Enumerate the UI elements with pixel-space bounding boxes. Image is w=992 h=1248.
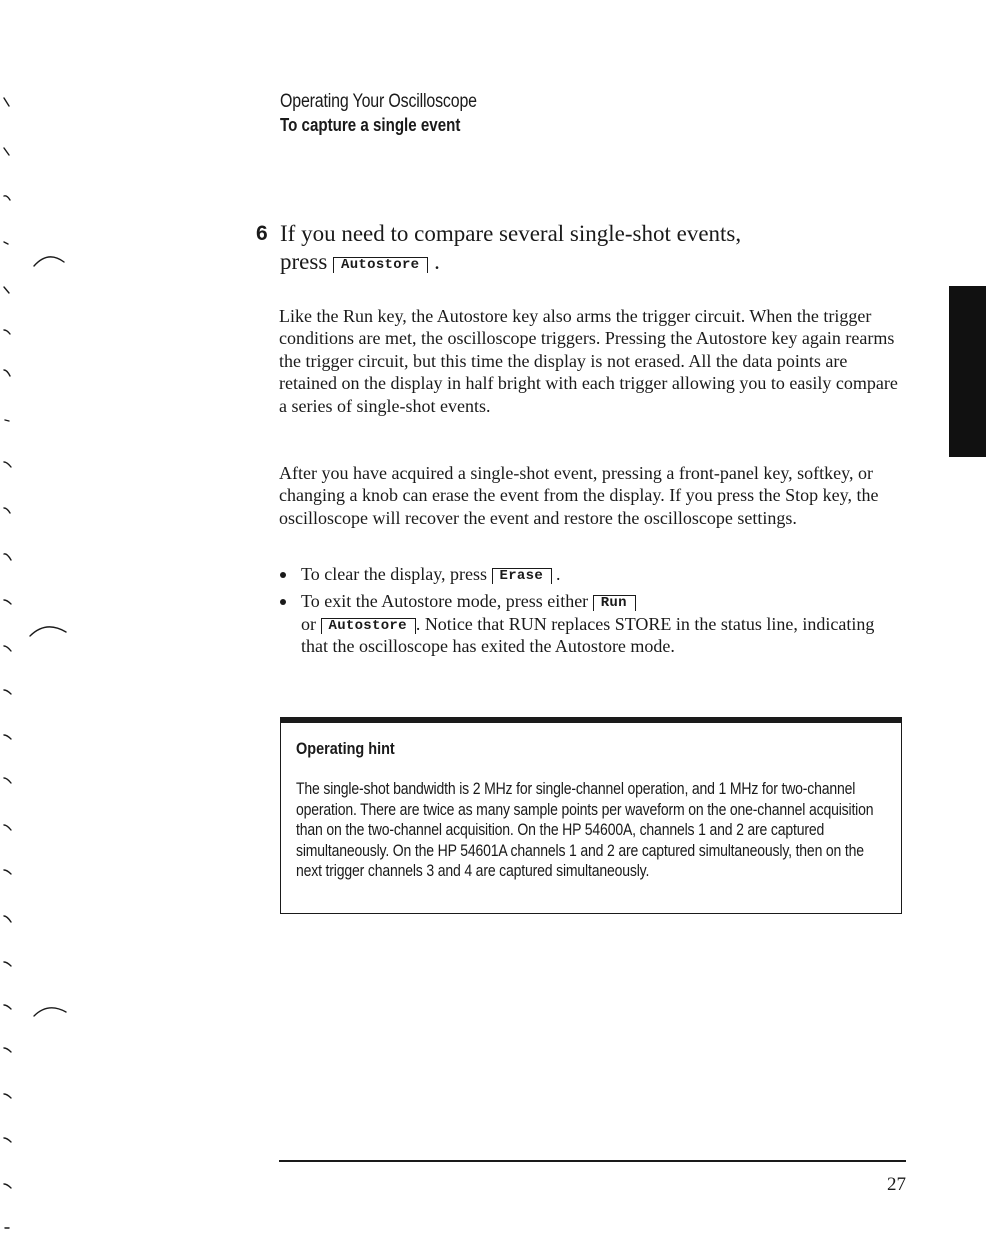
running-head [280, 90, 477, 136]
page-number: 27 [887, 1174, 906, 1195]
step-heading-text: If you need to compare several single-shot events, [280, 221, 742, 246]
bullet-1-after: . [556, 564, 561, 584]
hint-body: The single-shot bandwidth is 2 MHz for single-channel operation, and 1 MHz for two-channel operation. There are twice as many sample points per waveform on the one-channel acquisition than on the two-channel acquisition. On the HP 54600A, channels 1 and 2 are captured simultaneously. On the HP 54601A channels 1 and 2 are captured simultaneously, then on the next trigger channels 3 and 4 are captured simultaneously. [296, 780, 874, 881]
step-text [280, 220, 816, 276]
bullet-list [279, 563, 889, 663]
hint-title: Operating hint [296, 739, 395, 758]
margin-scan-marks [0, 0, 80, 1248]
autostore-key: Autostore [333, 257, 428, 273]
paragraph-erase-event: After you have acquired a single-shot event, pressing a front-panel key, softkey, or changing a knob can erase the event from the display. If you press the Stop key, the oscilloscope will recover the event and restore the oscilloscope settings. [279, 463, 879, 528]
bullet-dot [280, 572, 286, 578]
operating-hint-box [280, 717, 902, 914]
bullet-2-middle: or [301, 613, 321, 634]
bullet-exit-autostore [279, 590, 889, 657]
bullet-2-after: . Notice that RUN replaces STORE in the status line, indicating that the oscilloscope has exited the Autostore mode. [301, 613, 875, 657]
erase-key: Erase [492, 568, 553, 584]
run-key: Run [593, 595, 636, 611]
bullet-dot [280, 599, 286, 605]
step-number: 6 [256, 222, 268, 245]
step-heading [256, 220, 816, 276]
bullet-clear-display [279, 563, 889, 585]
section-title: To capture a single event [280, 115, 461, 135]
chapter-title: Operating Your Oscilloscope [280, 91, 477, 112]
bullet-1-text: To clear the display, press [301, 564, 492, 584]
footer-rule [279, 1160, 906, 1162]
autostore-key: Autostore [321, 618, 416, 634]
chapter-thumb-tab [949, 286, 986, 457]
step-press-word: press [280, 249, 328, 274]
paragraph-autostore: Like the Run key, the Autostore key also arms the trigger circuit. When the trigger conditions are met, the oscilloscope triggers. Pressing the Autostore key again rearms the trigger circuit, but this time the display is not erased. All the data points are retained on the display in half bright with each trigger allowing you to easily compare a series of single-shot events. [279, 306, 898, 416]
step-end-punct: . [434, 249, 440, 274]
bullet-2-text: To exit the Autostore mode, press either [301, 591, 593, 612]
